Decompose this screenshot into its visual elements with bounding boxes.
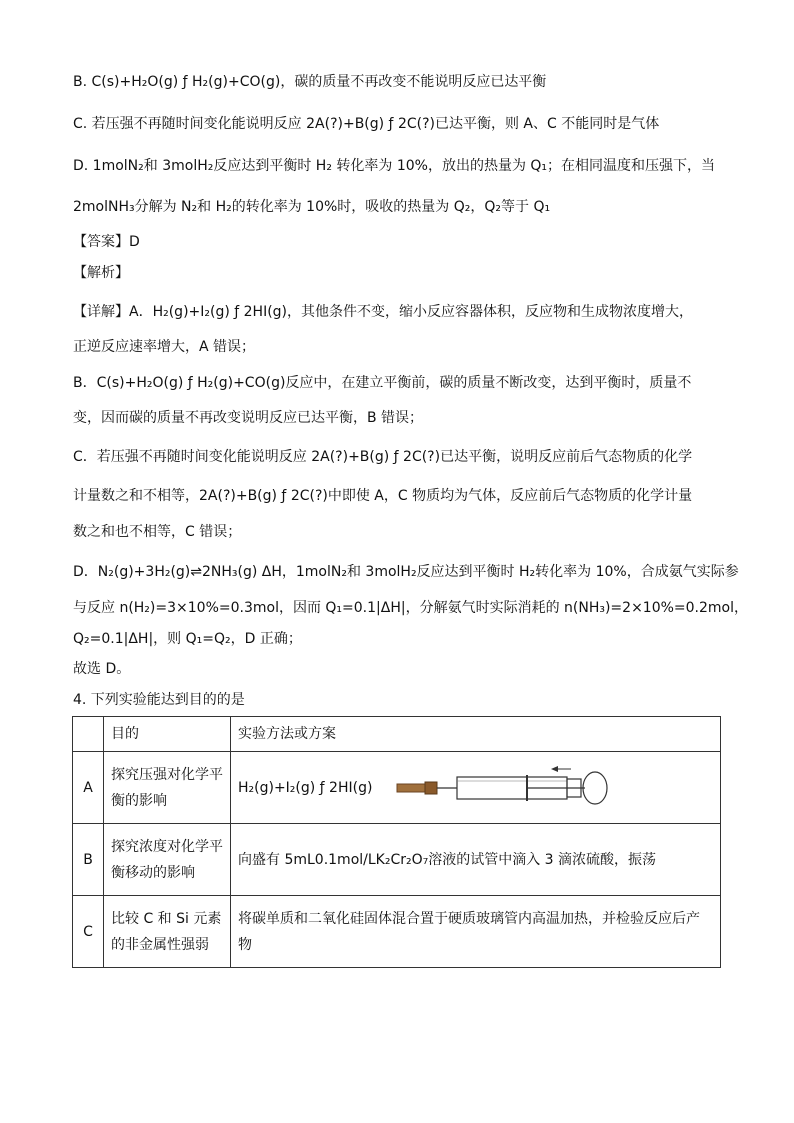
answer-line: 【答案】D — [73, 234, 140, 250]
row-method-equation: H₂(g)+I₂(g) ƒ 2HI(g) — [238, 779, 373, 796]
detail-c-line-1: C．若压强不再随时间变化能说明反应 2A(?)+B(g) ƒ 2C(?)已达平衡，说明反应前后气态物质的化学 — [73, 449, 693, 465]
row-label: A — [73, 752, 104, 824]
table-header-method: 实验方法或方案 — [231, 717, 721, 752]
detail-d-line-1: D．N₂(g)+3H₂(g)⇌2NH₃(g) ΔH，1molN₂和 3molH₂反应达到平衡时 H₂转化率为 10%，合成氨气实际参 — [73, 564, 739, 580]
row-purpose-line-2: 衡移动的影响 — [111, 864, 195, 881]
row-purpose-line-1: 探究压强对化学平 — [111, 766, 223, 783]
detail-d-line-2: 与反应 n(H₂)=3×10%=0.3mol，因而 Q₁=0.1|ΔH|，分解氨气时实际消耗的 n(NH₃)=2×10%=0.2mol， — [73, 600, 749, 616]
detail-b-line-1: B．C(s)+H₂O(g) ƒ H₂(g)+CO(g)反应中，在建立平衡前，碳的质量不断改变，达到平衡时，质量不 — [73, 375, 692, 391]
row-method-line-2: 物 — [238, 936, 252, 953]
detail-a-line-1: 【详解】A．H₂(g)+I₂(g) ƒ 2HI(g)，其他条件不变，缩小反应容器体积，反应物和生成物浓度增大， — [73, 304, 694, 320]
detail-b-line-2: 变，因而碳的质量不再改变说明反应已达平衡，B 错误； — [73, 410, 424, 426]
table-header-purpose: 目的 — [104, 717, 231, 752]
syringe-icon — [395, 763, 615, 813]
question-4-stem: 4. 下列实验能达到目的的是 — [73, 692, 245, 708]
row-purpose-line-2: 衡的影响 — [111, 792, 167, 809]
detail-a-line-2: 正逆反应速率增大，A 错误； — [73, 339, 256, 355]
experiment-table — [72, 716, 721, 968]
row-method — [231, 824, 721, 896]
row-label: B — [73, 824, 104, 896]
detail-c-line-2: 计量数之和不相等，2A(?)+B(g) ƒ 2C(?)中即使 A，C 物质均为气体，反应前后气态物质的化学计量 — [73, 488, 693, 504]
row-method — [231, 752, 721, 824]
detail-d-line-3: Q₂=0.1|ΔH|，则 Q₁=Q₂，D 正确； — [73, 631, 302, 647]
analysis-heading: 【解析】 — [73, 265, 129, 281]
row-method — [231, 896, 721, 968]
table-row — [73, 824, 721, 896]
row-purpose-line-1: 探究浓度对化学平 — [111, 838, 223, 855]
row-purpose — [104, 824, 231, 896]
row-method-line-1: 将碳单质和二氧化硅固体混合置于硬质玻璃管内高温加热，并检验反应后产 — [238, 910, 700, 927]
row-method-line-1: 向盛有 5mL0.1mol/LK₂Cr₂O₇溶液的试管中滴入 3 滴浓硫酸，振荡 — [238, 851, 657, 868]
table-header-blank — [73, 717, 104, 752]
option-d-line-1: D. 1molN₂和 3molH₂反应达到平衡时 H₂ 转化率为 10%，放出的热量为 Q₁；在相同温度和压强下，当 — [73, 158, 716, 174]
option-d-line-2: 2molNH₃分解为 N₂和 H₂的转化率为 10%时，吸收的热量为 Q₂，Q₂等于 Q₁ — [73, 199, 551, 215]
detail-c-line-3: 数之和也不相等，C 错误； — [73, 524, 242, 540]
row-purpose-line-2: 的非金属性强弱 — [111, 936, 209, 953]
row-purpose — [104, 896, 231, 968]
row-purpose — [104, 752, 231, 824]
row-label: C — [73, 896, 104, 968]
conclusion-line: 故选 D。 — [73, 661, 131, 677]
row-purpose-line-1: 比较 C 和 Si 元素 — [111, 910, 222, 927]
table-row — [73, 896, 721, 968]
table-header-row — [73, 717, 721, 752]
option-c-line: C. 若压强不再随时间变化能说明反应 2A(?)+B(g) ƒ 2C(?)已达平衡，则 A、C 不能同时是气体 — [73, 116, 660, 132]
option-b-line: B. C(s)+H₂O(g) ƒ H₂(g)+CO(g)，碳的质量不再改变不能说明反应已达平衡 — [73, 74, 547, 90]
table-row — [73, 752, 721, 824]
